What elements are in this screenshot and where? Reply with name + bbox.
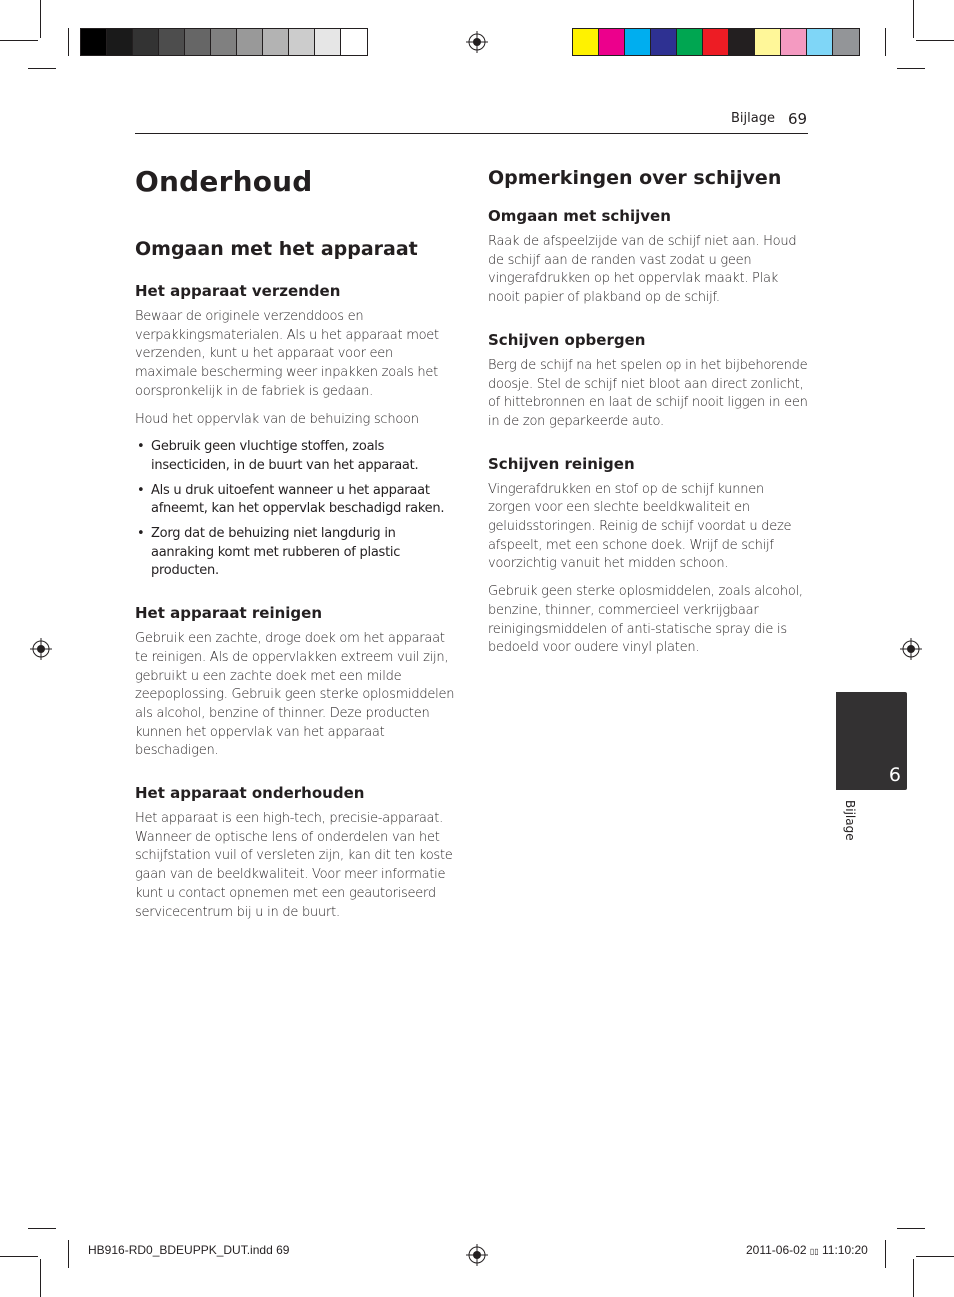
color-swatch (185, 29, 211, 55)
paragraph: Gebruik een zachte, droge doek om het apparaat te reinigen. Als de oppervlakken extreem vuil zijn, gebruikt u een zachte doek met een milde zeepoplossing. Gebruik geen sterke oplosmiddelen als alcohol, benzine of thinner. Deze producten kunnen het oppervlak van het apparaat beschadigen. (135, 631, 455, 759)
color-swatch (159, 29, 185, 55)
chapter-tab (836, 692, 907, 790)
list-item (135, 438, 455, 475)
color-swatch (211, 29, 237, 55)
disc-storing-section (488, 331, 810, 432)
right-column (488, 167, 810, 681)
paragraph: Bewaar de originele verzenddoos en verpakkingsmaterialen. Als u het apparaat moet verzenden, kunt u het apparaat voor een maximale bescherming weer inpakken zoals het oorspronkelijk in de fabriek is gedaan. (135, 309, 439, 399)
subsection-heading: Omgaan met schijven (488, 207, 671, 225)
bullet-icon: • (137, 526, 145, 542)
color-swatch (651, 29, 677, 55)
paragraph: Vingerafdrukken en stof op de schijf kunnen zorgen voor een slechte beeldkwaliteit en geluidsstoringen. Reinig de schijf voordat u deze afspeelt, met een schone doek. Wrijf de schijf voorzichtig vanuit het midden schoon. (488, 481, 792, 572)
list-item-text: Gebruik geen vluchtige stoffen, zoals insecticiden, in de buurt van het apparaat. (151, 439, 419, 473)
color-bar (572, 28, 860, 56)
color-swatch (625, 29, 651, 55)
footer-filename: HB916-RD0_BDEUPPK_DUT.indd 69 (88, 1243, 290, 1257)
footer-timestamp (746, 1243, 868, 1257)
disc-cleaning-section (488, 455, 810, 658)
section-heading: Omgaan met het apparaat (135, 238, 418, 260)
left-column (135, 165, 455, 945)
registration-mark-icon (30, 638, 52, 660)
device-cleaning-section (135, 604, 455, 761)
running-header-section: Bijlage (731, 111, 775, 126)
disc-handling-section (488, 207, 810, 308)
header-rule (135, 133, 808, 134)
device-maintenance-section (135, 784, 455, 922)
color-swatch (833, 29, 859, 55)
paragraph: Raak de afspeelzijde van de schijf niet aan. Houd de schijf aan de randen vast zodat u geen vingerafdrukken op het oppervlak maakt. Plak nooit papier of plakband op de schijf. (488, 234, 797, 306)
color-swatch (81, 29, 107, 55)
footer-time: 11:10:20 (822, 1243, 868, 1257)
registration-mark-icon (466, 31, 488, 53)
page-title: Onderhoud (135, 165, 313, 198)
section-heading: Opmerkingen over schijven (488, 167, 782, 189)
color-swatch (315, 29, 341, 55)
color-swatch (263, 29, 289, 55)
chapter-number: 6 (888, 764, 901, 786)
color-swatch (729, 29, 755, 55)
list-item-text: Zorg dat de behuizing niet langdurig in aanraking komt met rubberen of plastic producten. (151, 526, 401, 579)
subsection-heading: Het apparaat verzenden (135, 282, 341, 300)
registration-mark-icon (900, 638, 922, 660)
color-swatch (573, 29, 599, 55)
subsection-heading: Schijven reinigen (488, 454, 635, 473)
color-swatch (677, 29, 703, 55)
color-swatch (133, 29, 159, 55)
list-item (135, 482, 455, 519)
paragraph: Berg de schijf na het spelen op in het bijbehorende doosje. Stel de schijf niet bloot aan direct zonlicht, of hittebronnen en laat de schijf nooit liggen in een in de zon geparkeerde auto. (488, 357, 808, 429)
color-swatch (755, 29, 781, 55)
color-swatch (703, 29, 729, 55)
list-item-text: Als u druk uitoefent wanneer u het apparaat afneemt, kan het oppervlak beschadigd raken. (151, 482, 445, 517)
subsection-heading: Schijven opbergen (488, 330, 646, 349)
footer-date: 2011-06-02 (746, 1243, 807, 1257)
list-item (135, 525, 455, 581)
page-number: 69 (788, 110, 808, 128)
shipping-section (135, 282, 455, 581)
paragraph: Het apparaat is een high-tech, precisie-apparaat. Wanneer de optische lens of onderdelen van het schijfstation vuil of versleten zijn, kan dit ten koste gaan van de beeldkwaliteit. Voor meer informatie kunt u contact opnemen met een geautoriseerd servicecentrum bij u in de buurt. (135, 811, 453, 920)
color-swatch (781, 29, 807, 55)
subsection-heading: Het apparaat reinigen (135, 604, 322, 623)
chapter-label: Bijlage (843, 800, 857, 841)
color-swatch (289, 29, 315, 55)
paragraph: Gebruik geen sterke oplosmiddelen, zoals alcohol, benzine, thinner, commercieel verkrijgbaar reinigingsmiddelen of anti-statische spray die is bedoeld voor oudere vinyl platen. (488, 584, 803, 656)
grayscale-bar (80, 28, 368, 56)
bullet-list (135, 438, 455, 581)
bullet-icon: • (137, 482, 145, 498)
color-swatch (107, 29, 133, 55)
subsection-heading: Het apparaat onderhouden (135, 784, 365, 803)
bullet-icon: • (137, 439, 145, 455)
color-swatch (807, 29, 833, 55)
color-swatch (237, 29, 263, 55)
color-swatch (599, 29, 625, 55)
footer-glyph: ▯▯ (809, 1247, 819, 1256)
registration-mark-icon (466, 1244, 488, 1266)
paragraph: Houd het oppervlak van de behuizing schoon (135, 411, 419, 427)
color-swatch (341, 29, 367, 55)
